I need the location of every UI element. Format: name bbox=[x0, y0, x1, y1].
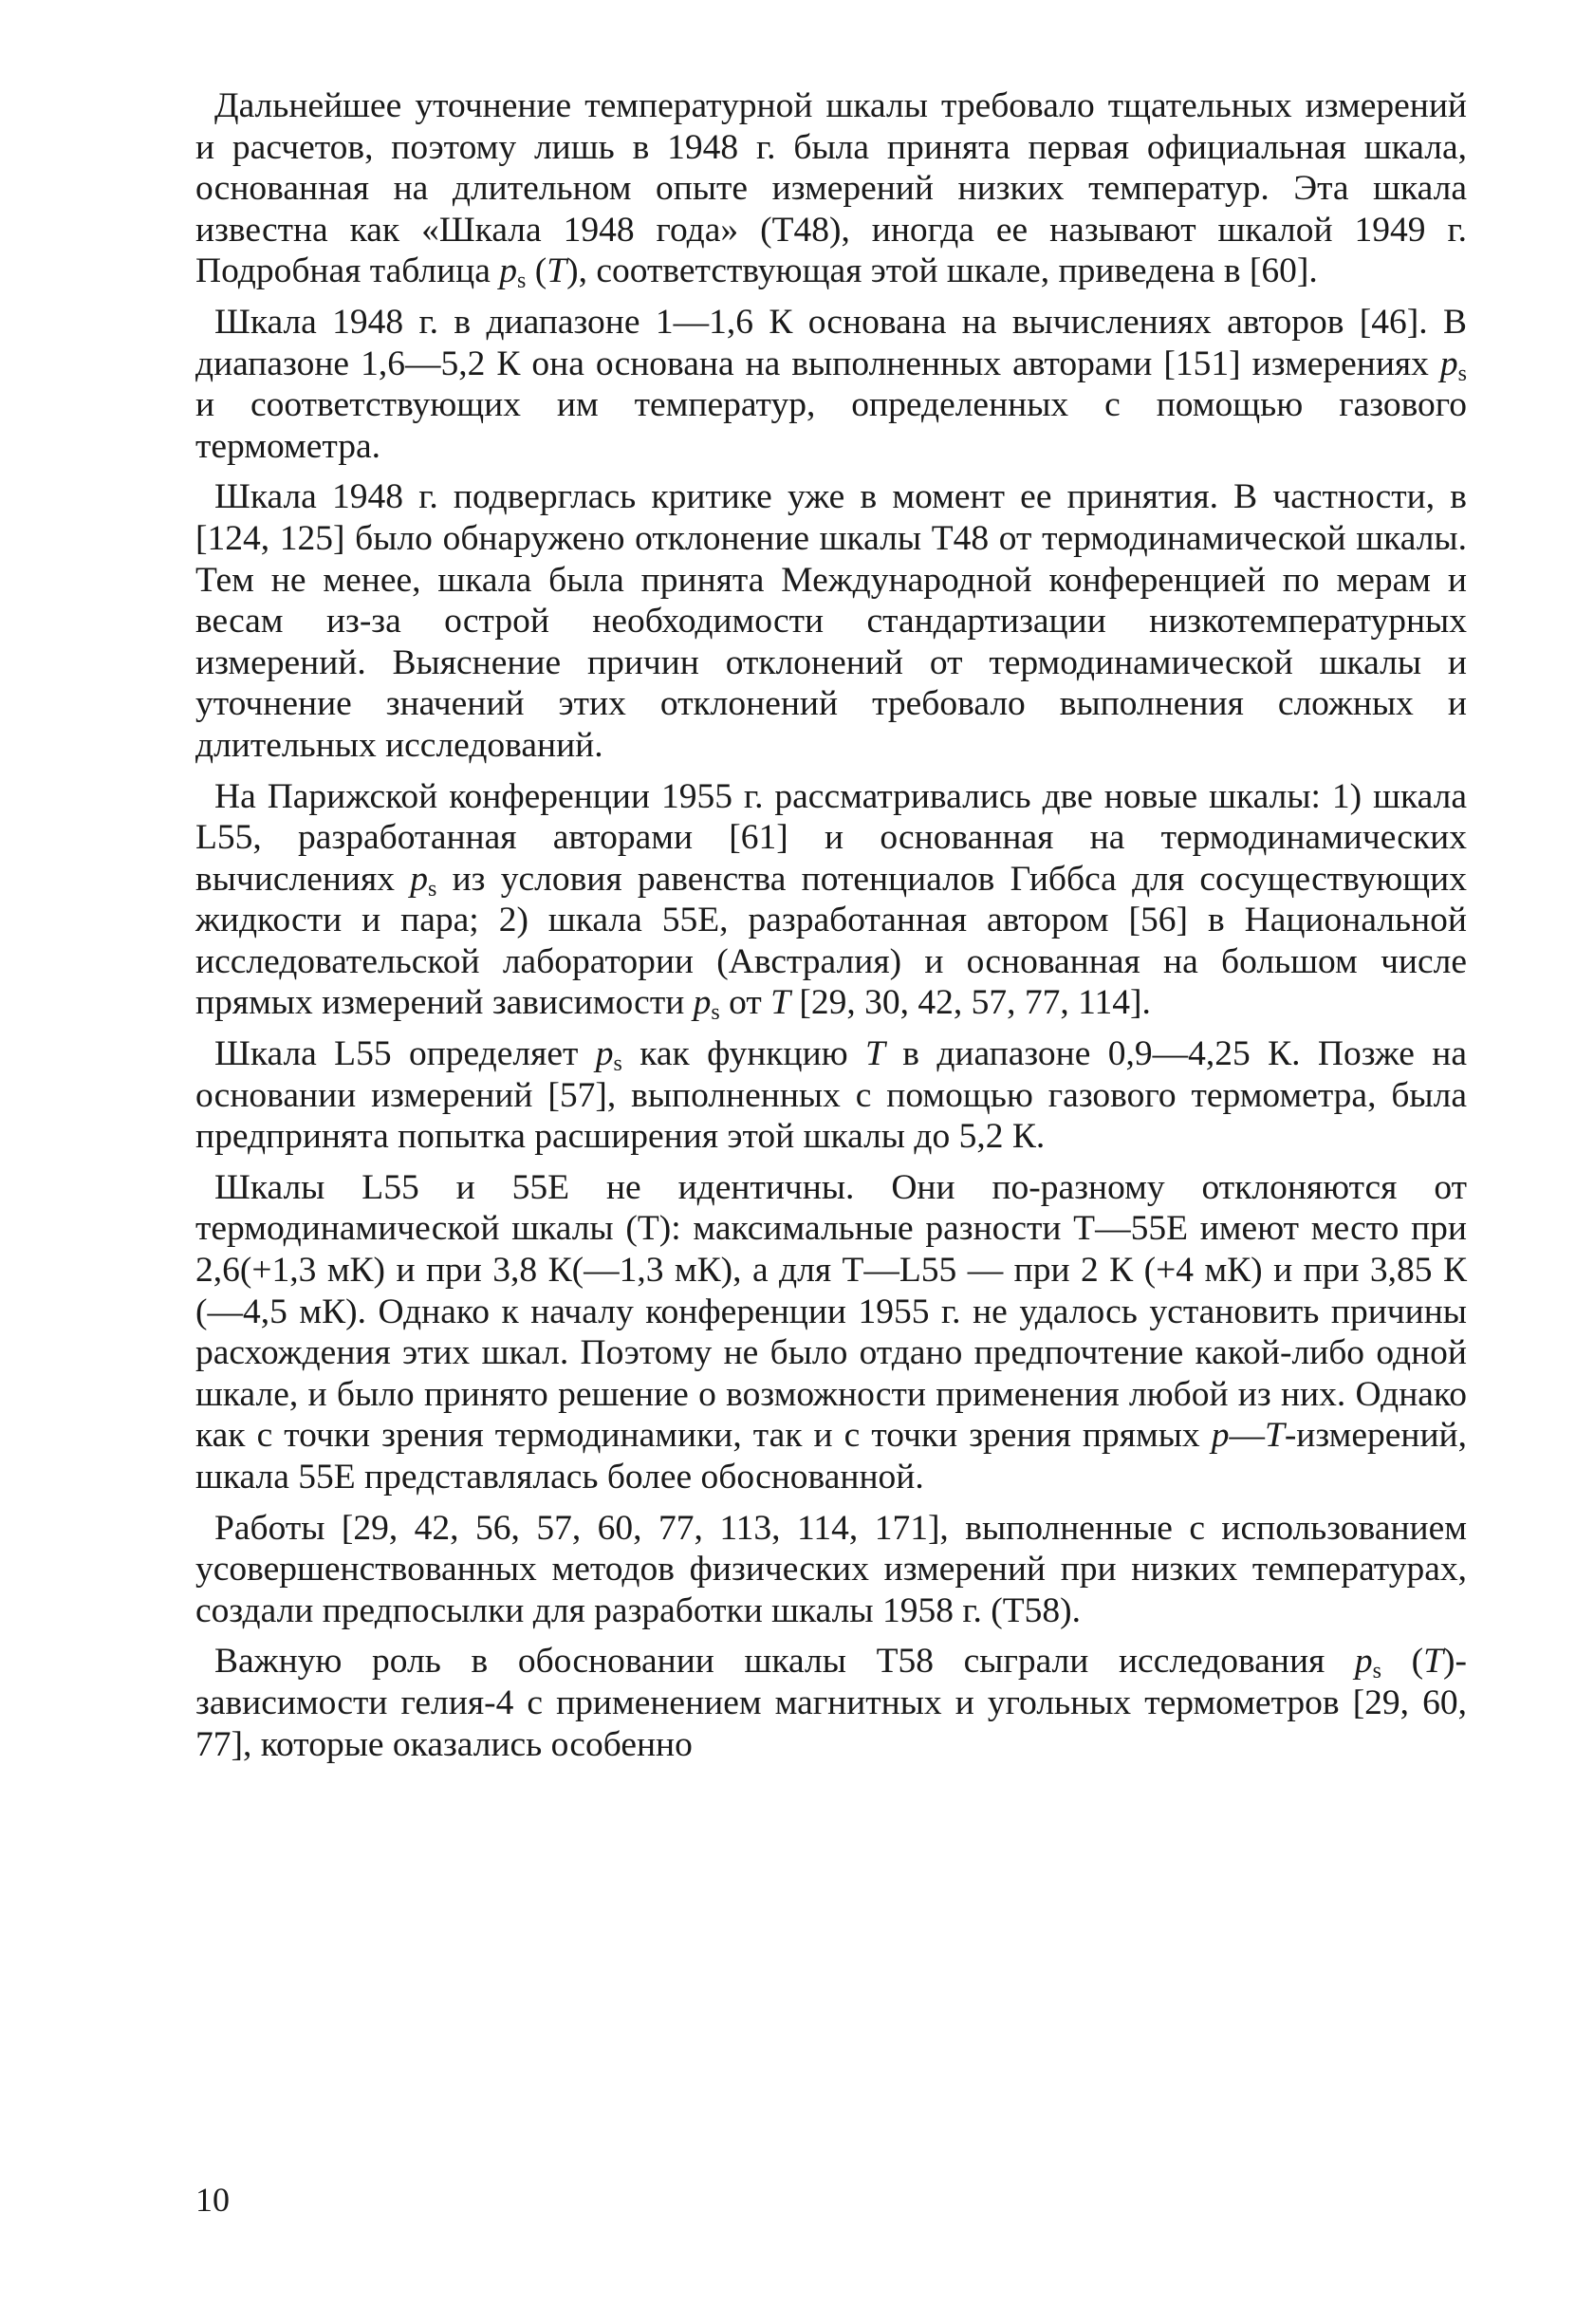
text-segment: )-зависимости гелия-4 с применением магнитных и угольных термометров [29, 60, 77], которые оказались особенно bbox=[195, 1642, 1467, 1764]
text-segment: — bbox=[1229, 1416, 1265, 1456]
text-segment: Шкала 1948 г. в диапазоне 1—1,6 К основана на вычислениях авторов [46]. В диапазоне 1,6—5,2 К она основана на выполненных авторами [151] измерениях bbox=[195, 302, 1467, 383]
text-segment: ), соответствующая этой шкале, приведена в [60]. bbox=[566, 251, 1318, 291]
math-symbol: T bbox=[1264, 1416, 1285, 1456]
math-subscript: s bbox=[427, 876, 437, 902]
math-symbol: p bbox=[693, 983, 712, 1023]
page-number: 10 bbox=[195, 2181, 230, 2219]
math-symbol: T bbox=[1423, 1642, 1444, 1682]
text-segment: Шкала L55 определяет bbox=[214, 1034, 596, 1074]
text-segment: ( bbox=[526, 251, 547, 291]
math-symbol: p bbox=[1439, 344, 1458, 383]
math-symbol: T bbox=[547, 251, 567, 291]
math-subscript: s bbox=[1457, 361, 1467, 386]
paragraph bbox=[195, 302, 1467, 467]
text-segment: ( bbox=[1381, 1642, 1424, 1682]
text-segment: как функцию bbox=[621, 1034, 866, 1074]
paragraph bbox=[195, 85, 1467, 292]
paragraph bbox=[195, 1641, 1467, 1765]
math-symbol: T bbox=[770, 983, 791, 1023]
paragraph bbox=[195, 1033, 1467, 1158]
text-segment: и соответствующих им температур, определенных с помощью газового термометра. bbox=[195, 385, 1467, 466]
text-segment: Работы [29, 42, 56, 57, 60, 77, 113, 114, 171], выполненные с использованием усовершенствованных методов физических измерений при низких температурах, создали предпосылки для разработки шкалы 1958 г. (Т58). bbox=[195, 1508, 1467, 1630]
text-segment: от bbox=[719, 983, 771, 1023]
math-subscript: s bbox=[517, 269, 527, 294]
text-segment: -измерений, шкала 55Е представлялась более обоснованной. bbox=[195, 1416, 1467, 1497]
math-subscript: s bbox=[613, 1051, 622, 1077]
math-symbol: p bbox=[1211, 1416, 1230, 1456]
text-segment: Важную роль в обосновании шкалы Т58 сыграли исследования bbox=[214, 1642, 1355, 1682]
math-symbol: p bbox=[595, 1034, 614, 1074]
math-symbol: p bbox=[410, 859, 428, 899]
text-segment: Дальнейшее уточнение температурной шкалы требовало тщательных измерений и расчетов, поэтому лишь в 1948 г. была принята первая официальная шкала, основанная на длительном опыте измерений низких температур. Эта шкала известна как «Шкала 1948 года» (Т48), иногда ее называют шкалой 1949 г. Подробная таблица bbox=[195, 86, 1467, 291]
paragraph bbox=[195, 1508, 1467, 1632]
math-subscript: s bbox=[1372, 1659, 1382, 1684]
math-symbol: p bbox=[1354, 1642, 1373, 1682]
paragraph bbox=[195, 476, 1467, 766]
math-symbol: T bbox=[865, 1034, 885, 1074]
text-segment: На Парижской конференции 1955 г. рассматривались две новые шкалы: 1) шкала L55, разработанная авторами [61] и основанная на термодинамических вычислениях bbox=[195, 776, 1467, 899]
paragraph bbox=[195, 776, 1467, 1025]
text-segment: [29, 30, 42, 57, 77, 114]. bbox=[790, 983, 1151, 1023]
text-segment: из условия равенства потенциалов Гиббса для сосуществующих жидкости и пара; 2) шкала 55Е, разработанная автором [56] в Национальной исследовательской лаборатории (Австралия) и основанная на большом числе прямых измерений зависимости bbox=[195, 859, 1467, 1023]
text-segment: Шкалы L55 и 55Е не идентичны. Они по-разному отклоняются от термодинамической шкалы (Т): максимальные разности Т—55Е имеют место при 2,6(+1,3 мК) и при 3,8 К(—1,3 мК), а для Т—L55 — при 2 К (+4 мК) и при 3,85 К (—4,5 мК). Однако к началу конференции 1955 г. не удалось установить причины расхождения этих шкал. Поэтому не было отдано предпочтение какой-либо одной шкале, и было принято решение о возможности применения любой из них. Однако как с точки зрения термодинамики, так и с точки зрения прямых bbox=[195, 1167, 1467, 1456]
math-symbol: p bbox=[499, 251, 518, 291]
math-subscript: s bbox=[711, 1000, 720, 1026]
text-segment: Шкала 1948 г. подверглась критике уже в момент ее принятия. В частности, в [124, 125] было обнаружено отклонение шкалы Т48 от термодинамической шкалы. Тем не менее, шкала была принята Международной конференцией по мерам и весам из-за острой необходимости стандартизации низкотемпературных измерений. Выяснение причин отклонений от термодинамической шкалы и уточнение значений этих отклонений требовало выполнения сложных и длительных исследований. bbox=[195, 477, 1467, 765]
text-segment: в диапазоне 0,9—4,25 К. Позже на основании измерений [57], выполненных с помощью газового термометра, была предпринята попытка расширения этой шкалы до 5,2 К. bbox=[195, 1034, 1467, 1157]
paragraph bbox=[195, 1167, 1467, 1498]
text-column bbox=[195, 85, 1467, 1775]
